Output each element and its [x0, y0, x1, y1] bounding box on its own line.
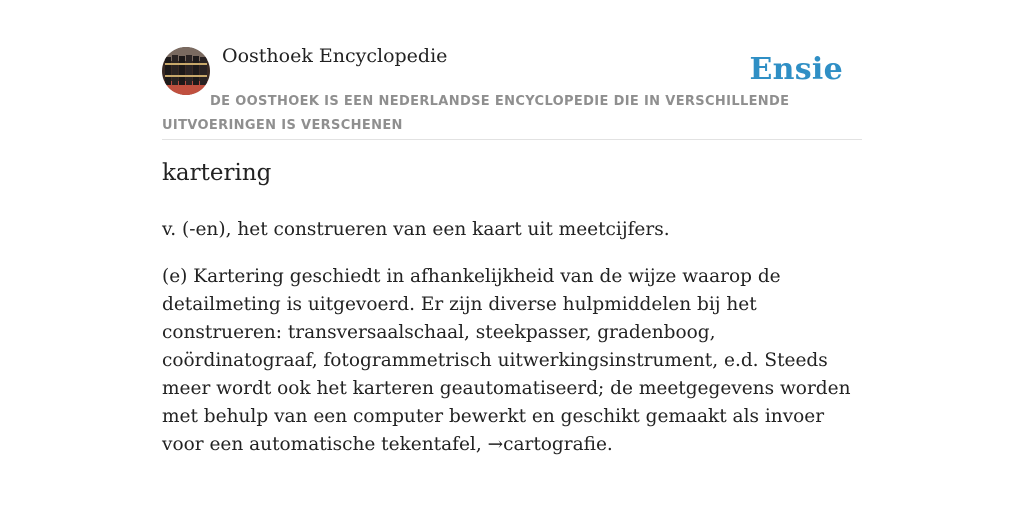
entry-body-text: (e) Kartering geschiedt in afhankelijkheid van de wijze waarop de detailmeting is uitgevoerd. Er zijn diverse hulpmiddelen bij het construeren: transversaalschaal, steekpasser, gradenboog, coördinatograaf, fotogrammetrisch uitwerkingsinstrument, e.d. Steeds meer wordt ook het karteren geautomatiseerd; de meetgegevens worden met behulp van een computer bewerkt en geschikt gemaakt als invoer voor een automatische tekentafel,: [162, 266, 851, 455]
book-spines-icon: [162, 47, 210, 95]
publication-tagline: DE OOSTHOEK IS EEN NEDERLANDSE ENCYCLOPEDIE DIE IN VERSCHILLENDE UITVOERINGEN IS VERSCHENEN: [162, 94, 790, 133]
cross-reference-link[interactable]: [488, 434, 607, 455]
publication-header: [162, 0, 862, 140]
entry-headword: kartering: [162, 160, 272, 186]
entry-end-punctuation: .: [606, 434, 613, 455]
cross-reference-label: cartografie: [503, 434, 607, 455]
publication-avatar[interactable]: [162, 47, 210, 95]
arrow-right-icon: →: [487, 434, 504, 455]
entry-body: [162, 263, 862, 459]
page: [162, 0, 862, 455]
ensie-logo-link[interactable]: Ensie: [749, 52, 843, 87]
publication-title-link[interactable]: Oosthoek Encyclopedie: [222, 45, 448, 67]
entry-definition: v. (-en), het construeren van een kaart uit meetcijfers.: [162, 219, 670, 240]
